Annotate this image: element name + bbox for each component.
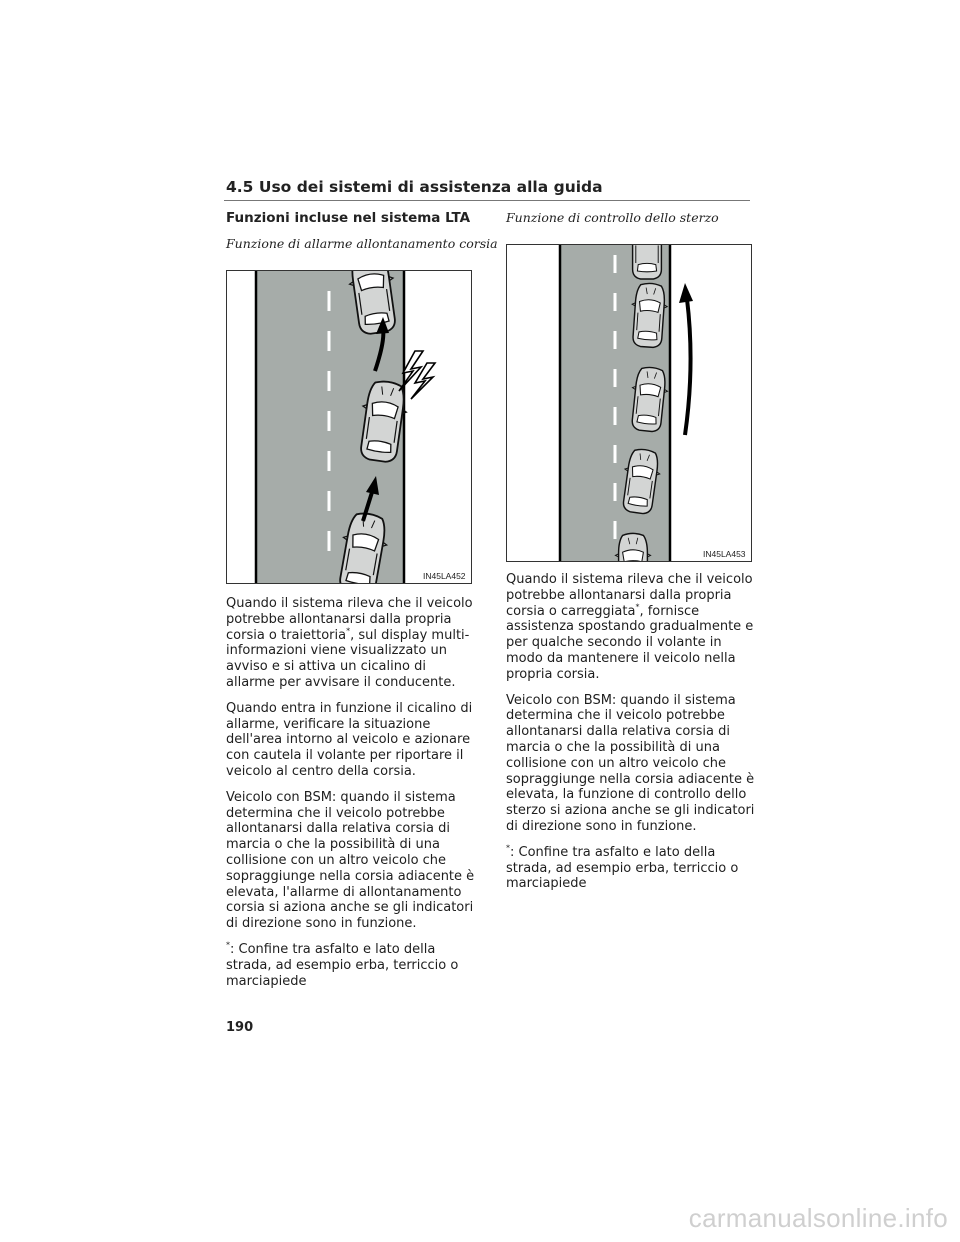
arrow-icon — [679, 283, 693, 435]
left-heading: Funzioni incluse nel sistema LTA — [226, 210, 471, 226]
footnote: *: Confine tra asfalto e lato della strada, ad esempio erba, terriccio o marciapiede — [226, 940, 459, 989]
lane-departure-alert-figure — [226, 270, 472, 584]
steering-control-illustration — [507, 245, 751, 561]
figure-code: IN45LA453 — [703, 549, 746, 559]
right-subheading: Funzione di controllo dello sterzo — [506, 210, 719, 225]
paragraph: Quando entra in funzione il cicalino di allarme, verificare la situazione dell'area intorno al veicolo e azionare con cautela il volante per riportare il veicolo al centro della corsia. — [226, 700, 473, 779]
car-icon — [629, 245, 664, 279]
section-title: 4.5 Uso dei sistemi di assistenza alla guida — [226, 178, 603, 196]
steering-control-figure — [506, 244, 752, 562]
paragraph: Veicolo con BSM: quando il sistema determina che il veicolo potrebbe allontanarsi dalla relativa corsia di marcia o che la possibilità di una collisione con un altro veicolo che sopraggiunge nella corsia adiacente è elevata, l'allarme di allontanamento corsia si aziona anche se gli indicatori di direzione sono in funzione. — [226, 789, 475, 932]
car-icon — [615, 533, 650, 561]
paragraph: Quando il sistema rileva che il veicolo potrebbe allontanarsi dalla propria corsia o carreggiata*, fornisce assistenza spostando gradualmente e per qualche secondo il volante in modo da mantenere il veicolo nella propria corsia. — [506, 572, 754, 682]
watermark: carmanualsonline.info — [688, 1203, 948, 1233]
paragraph: Quando il sistema rileva che il veicolo potrebbe allontanarsi dalla propria corsia o traiettoria*, sul display multi-informazioni viene visualizzato un avviso e si attiva un cicalino di allarme per avvisare il conducente. — [226, 596, 473, 690]
lane-departure-illustration — [227, 271, 471, 583]
left-text-column — [226, 596, 478, 989]
figure-code: IN45LA452 — [423, 571, 466, 581]
left-subheading: Funzione di allarme allontanamento corsia — [226, 236, 498, 251]
right-text-column — [506, 572, 758, 892]
footnote: *: Confine tra asfalto e lato della strada, ad esempio erba, terriccio o marciapiede — [506, 843, 739, 892]
section-divider — [224, 200, 750, 201]
paragraph: Veicolo con BSM: quando il sistema determina che il veicolo potrebbe allontanarsi dalla relativa corsia di marcia o che la possibilità di una collisione con un altro veicolo che sopraggiunge nella corsia adiacente è elevata, la funzione di controllo dello sterzo si aziona anche se gli indicatori di direzione sono in funzione. — [506, 692, 755, 834]
page-number: 190 — [226, 1020, 254, 1035]
